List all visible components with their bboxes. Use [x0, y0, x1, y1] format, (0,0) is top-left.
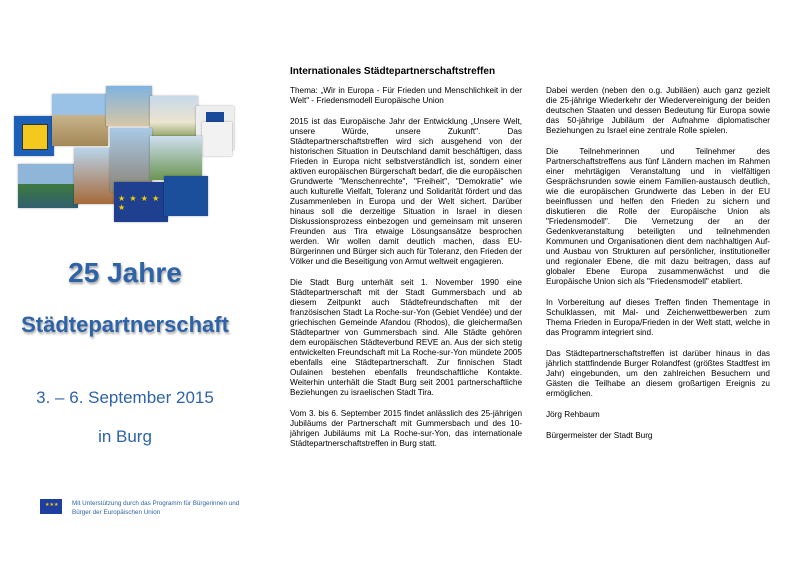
- text-column-middle: [290, 86, 522, 460]
- landscape-photo: [150, 136, 202, 180]
- eu-flag-image: [114, 182, 168, 222]
- town-photo: [52, 94, 108, 146]
- paragraph: Die Stadt Burg unterhält seit 1. November 1990 eine Städtepartnerschaft mit der Stadt Gummersbach und ab diesem Zeitpunkt auch Städtefreundschaften mit der französischen Stadt La Roche-sur-Yon (Gebiet Vendée) und der griechischen Gemeinde Afandou (Rhodos), die gleichermaßen Städtepartner von Gummersbach sind. Alle Städte gehören dem europäischen Städteverbund REVE an. Aus der sich stetig entwickelten Freundschaft mit La Roche-sur-Yon mündete 2005 ebenfalls eine Städtepartnerschaft. Zur finnischen Stadt Oulainen bestehen ebenfalls freundschaftliche Kontakte. Weiterhin unterhält die Stadt Burg seit 2001 partnerschaftliche Beziehungen zu israelischen Stadt Tira.: [290, 278, 522, 397]
- city-photo: [164, 176, 208, 216]
- paragraph: Das Städtepartnerschaftstreffen ist darüber hinaus in das jährlich stattfindende Burger Rolandfest (größtes Stadtfest im Jahr) eingebunden, um den zahlreichen Besuchern und Gästen die Teilhabe an diesem großartigen Ereignis zu ermöglichen.: [546, 349, 770, 398]
- paragraph: In Vorbereitung auf dieses Treffen finden Thementage in Schulklassen, mit Mal- und Zeichenwettbewerben zum Thema Frieden in Europa/Frieden in der Welt statt, welche in das Programm integriert sind.: [546, 298, 770, 337]
- event-place: in Burg: [98, 427, 152, 446]
- paragraph: Vom 3. bis 6. September 2015 findet anlässlich des 25-jährigen Jubiläums der Partnerschaft mit Gummersbach und des 10-jährigen Jubiläums mit La Roche-sur-Yon, das internationale Städtepartnerschaftstreffen in Burg statt.: [290, 409, 522, 448]
- eu-funding-note: Mit Unterstützung durch das Programm für Bürgerinnen und Bürger der Europäischen Union: [72, 500, 240, 516]
- tower-photo: [74, 148, 114, 204]
- eu-flag-icon: ★★★: [40, 499, 62, 514]
- coat-of-arms-image: [202, 122, 232, 156]
- signature-name: Jörg Rehbaum: [546, 410, 600, 419]
- photo-collage: [14, 86, 246, 222]
- signature-role: Bürgermeister der Stadt Burg: [546, 431, 653, 440]
- title-partnership: Städtepartnerschaft: [21, 312, 229, 337]
- event-date: 3. – 6. September 2015: [36, 388, 214, 407]
- building-photo: [150, 96, 198, 140]
- paragraph: Thema: „Wir in Europa - Für Frieden und Menschlichkeit in der Welt" - Friedensmodell Europäische Union: [290, 86, 522, 105]
- coat-of-arms-image: [14, 116, 54, 156]
- paragraph: Die Teilnehmerinnen und Teilnehmer des Partnerschaftstreffens aus fünf Ländern machen im Rahmen einer mehrtägigen Veranstaltung und in vielfältigen Gesprächsrunden sowie einem Familien-austausch deutlich, wie die europäischen Grundwerte das Leben in der EU beeinflussen und helfen den Frieden zu sichern und diskutieren die Rolle der Europäische Union als "Friedensmodell". Die Vernetzung der an der Gedenkveranstaltung beteiligten und teilnehmenden Kommunen und Organisationen dient dem nachhaltigen Auf- und Ausbau von Strukturen auf persönlicher, institutioneller und regionaler Ebene, die mit dazu beitragen, dass auf globaler Ebene Europa zusammenwächst und die Europäische Union sich als "Friedensmodell" etabliert.: [546, 147, 770, 286]
- lake-photo: [18, 164, 78, 208]
- page-heading: Internationales Städtepartnerschaftstreffen: [290, 66, 496, 77]
- title-years: 25 Jahre: [68, 257, 182, 288]
- church-photo: [106, 86, 152, 126]
- text-column-right: [546, 86, 770, 452]
- paragraph: Dabei werden (neben den o.g. Jubiläen) auch ganz gezielt die 25-jährige Wiederkehr der Wiedervereinigung der beiden deutschen Staaten und dessen Bedeutung für Europa sowie das 50-jährige Jubiläum der Aufnahme diplomatischer Beziehungen zu Israel eine zentrale Rolle spielen.: [546, 86, 770, 135]
- paragraph: 2015 ist das Europäische Jahr der Entwicklung „Unsere Welt, unsere Würde, unsere Zukunft". Das Städtepartnerschaftstreffen wird sich ausgehend von der historischen Situation in Deutschland damit beschäftigen, dass Frieden in Europa nicht selbstverständlich ist, sondern einer aktiven europäischen Bürgerschaft bedarf, die die europäischen Grundwerte "Menschenrechte", "Freiheit", "Demokratie" wie auch kulturelle Vielfalt, Toleranz und Solidarität fördert und das Zusammenleben in Europa und der Welt sichert. Darüber hinaus soll die derzeitige Situation in Israel in diesen Diskussionsprozess einbezogen und gemeinsam mit unseren Freunden aus Tira etwaige Lösungsansätze besprochen werden. Wir wollen damit deutlich machen, dass EU-Bürgerinnen und Bürger sich auch für Toleranz, den Frieden der Völker und die Beseitigung von Armut weltweit engagieren.: [290, 117, 522, 266]
